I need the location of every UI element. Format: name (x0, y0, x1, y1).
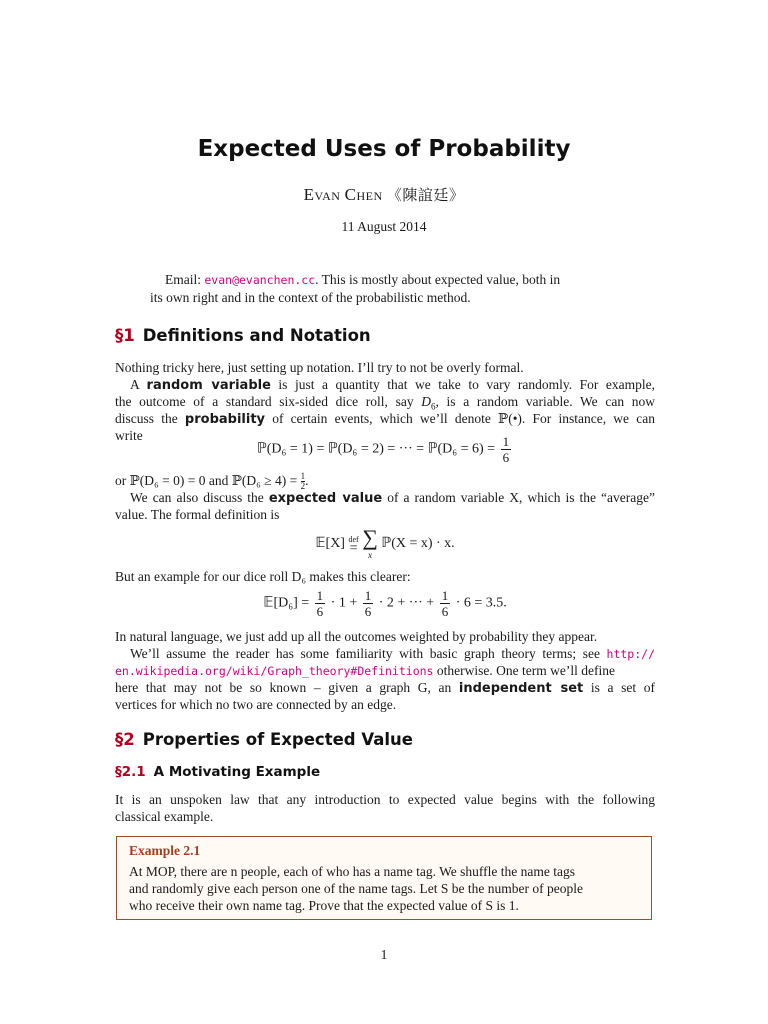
author-chinese-name: 《陳誼廷》 (386, 188, 465, 204)
term-independent-set: independent set (458, 681, 584, 696)
section-2-heading (115, 730, 413, 749)
equation-dice-expectation: 𝔼[D₆] = $\frac{1}{6}$ · 1 + $\frac{1}{6}$ · 2 + ··· + $\frac{1}{6}$ · 6 = 3.5. (263, 588, 507, 619)
section-1-number: §1 (115, 326, 135, 345)
example-line-3: who receive their own name tag. Prove that the expected value of S is 1. (129, 898, 519, 913)
s2-p1-line-1: It is an unspoken law that any introduction to expected value begins with the following (115, 792, 655, 807)
s1-p6-line-3: here that may not be so known – given a graph G, an independent set is a set of (115, 680, 655, 696)
term-expected-value: expected value (268, 491, 383, 506)
s2-p1-line-2: classical example. (115, 809, 214, 824)
wikipedia-link-part-2[interactable]: en.wikipedia.org/wiki/Graph_theory#Definitions (115, 664, 434, 678)
s1-p3-line-1: We can also discuss the expected value of a random variable X, which is the “average” (130, 490, 655, 506)
fraction-one-half: $\frac{1}{2}$ (300, 471, 306, 492)
s1-paragraph-1: Nothing tricky here, just setting up notation. I’ll try to not be overly formal. (115, 360, 524, 375)
example-line-2: and randomly give each person one of the name tags. Let S be the number of people (129, 881, 583, 896)
s1-p2-line-1: A random variable is just a quantity that we take to vary randomly. For example, (130, 377, 655, 393)
fraction-one-sixth: $\frac{1}{6}$ (502, 434, 510, 465)
s1-p2-line-4: write (115, 428, 143, 443)
s1-paragraph-4: But an example for our dice roll D₆ makes this clearer: (115, 569, 411, 584)
section-2-title: Properties of Expected Value (142, 730, 413, 749)
s1-after-eq1: or ℙ(D₆ = 0) = 0 and ℙ(D₆ ≥ 4) = $\frac{1}{2}$. (115, 471, 309, 492)
section-1-title: Definitions and Notation (142, 326, 371, 345)
section-2-number: §2 (115, 730, 135, 749)
example-box (116, 836, 652, 920)
example-line-1: At MOP, there are n people, each of who has a name tag. We shuffle the name tags (129, 864, 576, 879)
author-last-name: Chen (344, 185, 383, 204)
term-probability: probability (184, 412, 266, 427)
equation-probability: ℙ(D₆ = 1) = ℙ(D₆ = 2) = ··· = ℙ(D₆ = 6) = $\frac{1}{6}$ (256, 434, 510, 465)
author-first-name: Evan (303, 185, 341, 204)
term-random-variable: random variable (146, 378, 271, 393)
subsection-2-1-heading (115, 764, 320, 780)
s1-p2-line-3: discuss the probability of certain events, which we’ll denote ℙ(•). For instance, we can (115, 411, 655, 427)
abstract-line-1: Email: evan@evanchen.cc. This is mostly about expected value, both in (165, 272, 561, 287)
page-number: 1 (380, 947, 388, 962)
paper-date: 11 August 2014 (341, 219, 427, 234)
summation-sign: ∑ x (362, 525, 378, 560)
equation-expectation-definition: 𝔼[X] def = ∑ x ℙ(X = x) · x. (315, 525, 455, 560)
subsection-2-1-title: A Motivating Example (153, 764, 321, 780)
s1-p6-line-1: We’ll assume the reader has some familiarity with basic graph theory terms; see http:// (130, 646, 655, 661)
wikipedia-link-part-1[interactable]: http:// (606, 647, 655, 661)
email-link[interactable]: evan@evanchen.cc (204, 273, 316, 287)
section-1-heading (115, 326, 371, 345)
s1-paragraph-5: In natural language, we just add up all the outcomes weighted by probability they appear. (115, 629, 598, 644)
s1-p2-line-2: the outcome of a standard six-sided dice roll, say $D_6$, is a random variable. We can now (115, 394, 655, 412)
s1-p3-line-2: value. The formal definition is (115, 507, 280, 522)
example-title: Example 2.1 (129, 843, 201, 858)
paper-title: Expected Uses of Probability (197, 136, 571, 162)
abstract-line-2: its own right and in the context of the probabilistic method. (150, 290, 471, 305)
s1-p6-line-2: en.wikipedia.org/wiki/Graph_theory#Definitions otherwise. One term we’ll define (115, 663, 615, 678)
author-line (0, 184, 768, 205)
s1-p6-line-4: vertices for which no two are connected by an edge. (115, 697, 397, 712)
subsection-2-1-number: §2.1 (115, 764, 146, 780)
abstract (150, 271, 620, 306)
